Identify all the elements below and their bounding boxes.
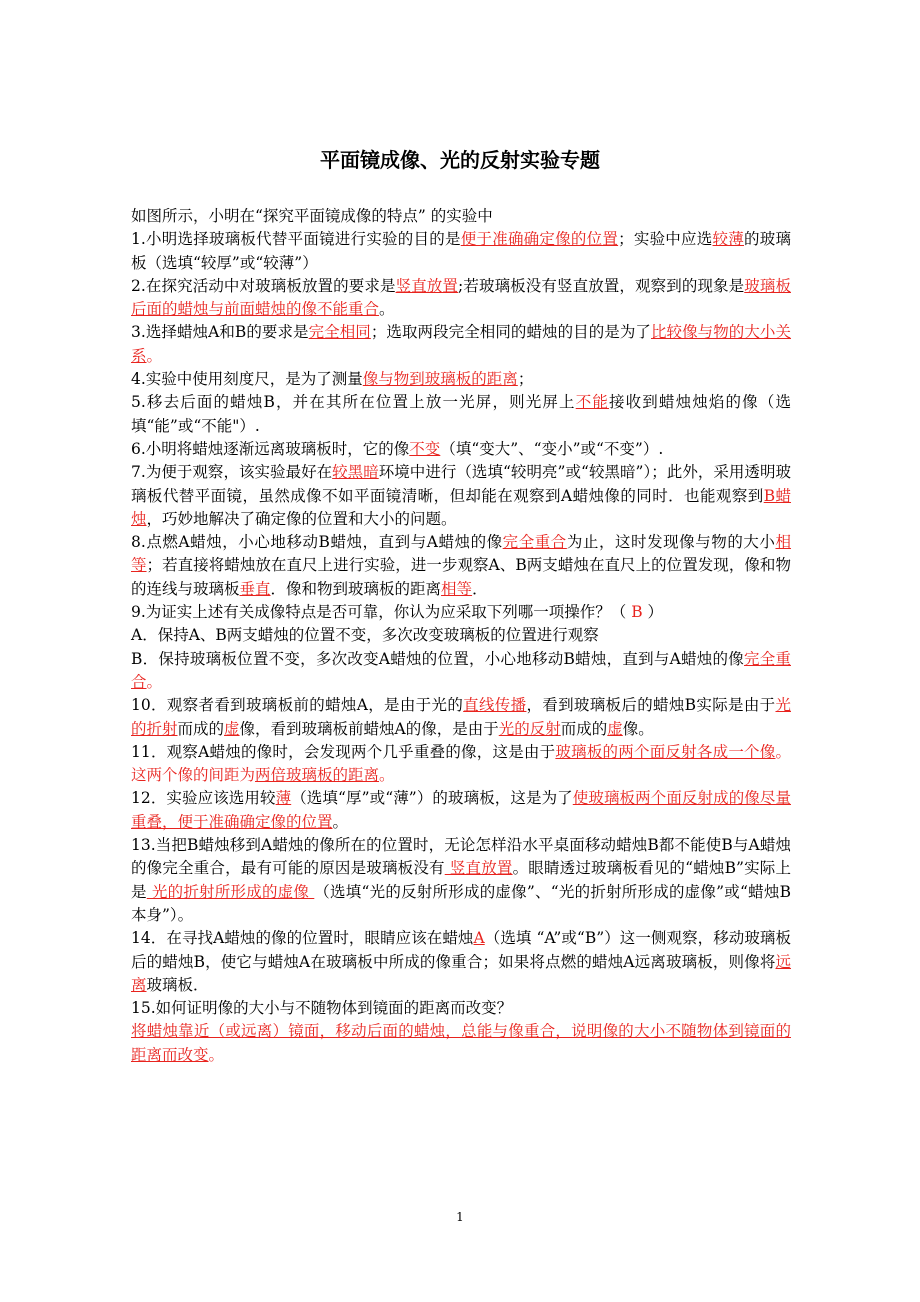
answer: 将蜡烛靠近（或远离）镜面，移动后面的蜡烛，总能与像重合，说明像的大小不随物体到镜面的距离而改变 — [131, 1022, 791, 1064]
answer: 不变 — [409, 439, 441, 458]
page-number: 1 — [456, 1210, 464, 1224]
answer: 玻璃板的两个面反射各成一个像 — [555, 742, 776, 761]
question-text: 接收到蜡烛烛焰的像（选填“能”或“不能"）. — [131, 393, 791, 435]
question-4 — [131, 368, 791, 391]
answer: 完全相同 — [308, 323, 371, 342]
question-text: 的玻璃板（选填“较厚”或“较薄”） — [131, 230, 791, 272]
question-text: 3.选择蜡烛A和B的要求是 — [131, 323, 309, 342]
question-text: （选填“厚”或“薄”）的玻璃板，这是为了 — [291, 789, 573, 808]
question-text: ． — [472, 579, 488, 598]
question-9 — [131, 601, 791, 624]
question-3 — [131, 321, 791, 368]
question-text: 。 — [146, 672, 163, 691]
question-text: 像。 — [622, 719, 654, 738]
answer: A — [473, 929, 485, 948]
answer: 使玻璃板两个面反射成的像尽量重叠，便于准确确定像的位置 — [131, 789, 791, 831]
question-text: 。 — [379, 766, 395, 785]
question-text: 。 — [332, 812, 349, 831]
answer: 竖直放置 — [395, 276, 459, 295]
question-text: ;若玻璃板没有竖直放置，观察到的现象是 — [458, 276, 745, 295]
question-text: 环境中进行（选填“较明亮”或“较黑暗”）；此外，采用透明玻璃板代替平面镜，虽然成像不如平面镜清晰，但却能在观察到A蜡烛像的同时．也能观察到 — [131, 463, 791, 505]
question-text: 。 — [379, 300, 395, 319]
question-text: 像，看到玻璃板前蜡烛A的像，是由于 — [239, 719, 499, 738]
question-text: 为止，这时发现像与物的大小 — [566, 533, 776, 552]
answer: 相等 — [441, 579, 473, 598]
answer: 两倍玻璃板的距离 — [255, 766, 380, 785]
question-text: ．像和物到玻璃板的距离 — [270, 579, 442, 598]
question-text: （选填“光的反射所形成的虚像”、“光的折射所形成的虚像”或“蜡烛B本身”）。 — [131, 882, 791, 924]
question-10 — [131, 694, 791, 741]
question-text: 。眼睛透过玻璃板看见的“蜡烛B”实际上是 — [131, 859, 791, 901]
page-title: 平面镜成像、光的反射实验专题 — [320, 148, 600, 172]
question-text: 8.点燃A蜡烛，小心地移动B蜡烛，直到与A蜡烛的像 — [131, 533, 503, 552]
question-text: 10．观察者看到玻璃板前的蜡烛A，是由于光的 — [131, 696, 464, 715]
question-8 — [131, 531, 791, 601]
question-text: B．保持玻璃板位置不变，多次改变A蜡烛的位置，小心地移动B蜡烛，直到与A蜡烛的像 — [131, 649, 744, 668]
answer: 完全重合 — [502, 533, 567, 552]
answer: 相等 — [131, 533, 791, 575]
answer: 垂直 — [239, 579, 271, 598]
question-text: 4.实验中使用刻度尺，是为了测量 — [131, 370, 363, 389]
answer: 像与物到玻璃板的距离 — [362, 370, 518, 389]
answer: 不能 — [575, 393, 609, 412]
question-text: 而成的 — [177, 719, 225, 738]
answer: 较黑暗 — [332, 463, 379, 482]
question-text: 13.当把B蜡烛移到A蜡烛的像所在的位置时，无论怎样沿水平桌面移动蜡烛B都不能使B与A蜡烛的像完全重合，最有可能的原因是玻璃板没有 — [131, 836, 791, 878]
question-text: 15.如何证明像的大小与不随物体到镜面的距离而改变？ — [131, 999, 513, 1018]
question-text: 7.为便于观察，该实验最好在 — [131, 463, 333, 482]
question-text: ） — [642, 603, 664, 622]
question-text: 而成的 — [560, 719, 608, 738]
question-14 — [131, 927, 791, 997]
answer: 虚 — [607, 719, 623, 738]
answer: 远离 — [131, 952, 791, 994]
option-a: A．保持A、B两支蜡烛的位置不变，多次改变玻璃板的位置进行观察 — [131, 626, 599, 645]
question-text: 。 — [208, 1045, 225, 1064]
answer: 比较像与物的大小关系 — [131, 323, 791, 365]
question-6 — [131, 438, 791, 461]
question-11 — [131, 741, 791, 788]
question-text: ；实验中应选 — [618, 230, 713, 249]
question-7 — [131, 461, 791, 531]
answer: B蜡烛 — [131, 486, 792, 528]
document-body — [131, 205, 791, 1067]
question-text: ，看到玻璃板后的蜡烛B实际是由于 — [526, 696, 776, 715]
option-b — [131, 648, 791, 695]
intro-text: 如图所示，小明在“探究平面镜成像的特点” 的实验中 — [131, 207, 493, 225]
question-text: 玻璃板． — [146, 975, 209, 994]
answer: 直线传播 — [463, 696, 527, 715]
question-text: ；选取两段完全相同的蜡烛的目的是为了 — [370, 323, 651, 342]
question-text: 12．实验应该选用较 — [131, 789, 276, 808]
answer: B — [631, 603, 643, 622]
answer: 便于准确确定像的位置 — [460, 230, 619, 249]
question-text: 1.小明选择玻璃板代替平面镜进行实验的目的是 — [131, 230, 461, 249]
question-12 — [131, 787, 791, 834]
question-5 — [131, 391, 791, 438]
question-2 — [131, 275, 791, 322]
question-15 — [131, 997, 791, 1067]
answer: 光的折射所形成的虚像 — [146, 882, 315, 901]
answer: 虚 — [224, 719, 240, 738]
question-text: （选填 “A”或“B”）这一侧观察，移动玻璃板后的蜡烛B，使它与蜡烛A在玻璃板中所成的像重合；如果将点燃的蜡烛A远离玻璃板，则像将 — [131, 929, 791, 971]
question-13 — [131, 834, 791, 927]
question-text: ； — [517, 370, 534, 389]
question-text: （填“变大”、“变小”或“不变”）. — [440, 439, 664, 458]
question-text: 6.小明将蜡烛逐渐远离玻璃板时，它的像 — [131, 439, 410, 458]
answer: 光的折射 — [131, 696, 791, 738]
answer: 完全重合 — [131, 649, 791, 691]
question-text: ；若直接将蜡烛放在直尺上进行实验，进一步观察A、B两支蜡烛在直尺上的位置发现，像和物的连线与玻璃板 — [131, 556, 791, 598]
question-text: 5.移去后面的蜡烛B，并在其所在位置上放一光屏，则光屏上 — [131, 393, 576, 412]
answer: 较薄 — [712, 230, 744, 249]
question-text: 14．在寻找A蜡烛的像的位置时，眼睛应该在蜡烛 — [131, 929, 474, 948]
answer: 竖直放置 — [444, 859, 513, 878]
answer: 玻璃板后面的蜡烛与前面蜡烛的像不能重合 — [131, 276, 791, 319]
answer: 薄 — [275, 789, 292, 808]
question-text: ，巧妙地解决了确定像的位置和大小的问题。 — [146, 509, 457, 528]
question-text: 。 — [146, 346, 163, 365]
question-text: 。这两个像的间距为 — [131, 742, 791, 785]
question-text: 9.为证实上述有关成像特点是否可靠，你认为应采取下列哪一项操作？（ — [131, 603, 632, 622]
answer: 光的反射 — [498, 719, 561, 738]
question-text: 11．观察A蜡烛的像时，会发现两个几乎重叠的像，这是由于 — [131, 742, 556, 761]
question-text: 2.在探究活动中对玻璃板放置的要求是 — [131, 276, 396, 295]
question-1 — [131, 228, 791, 275]
